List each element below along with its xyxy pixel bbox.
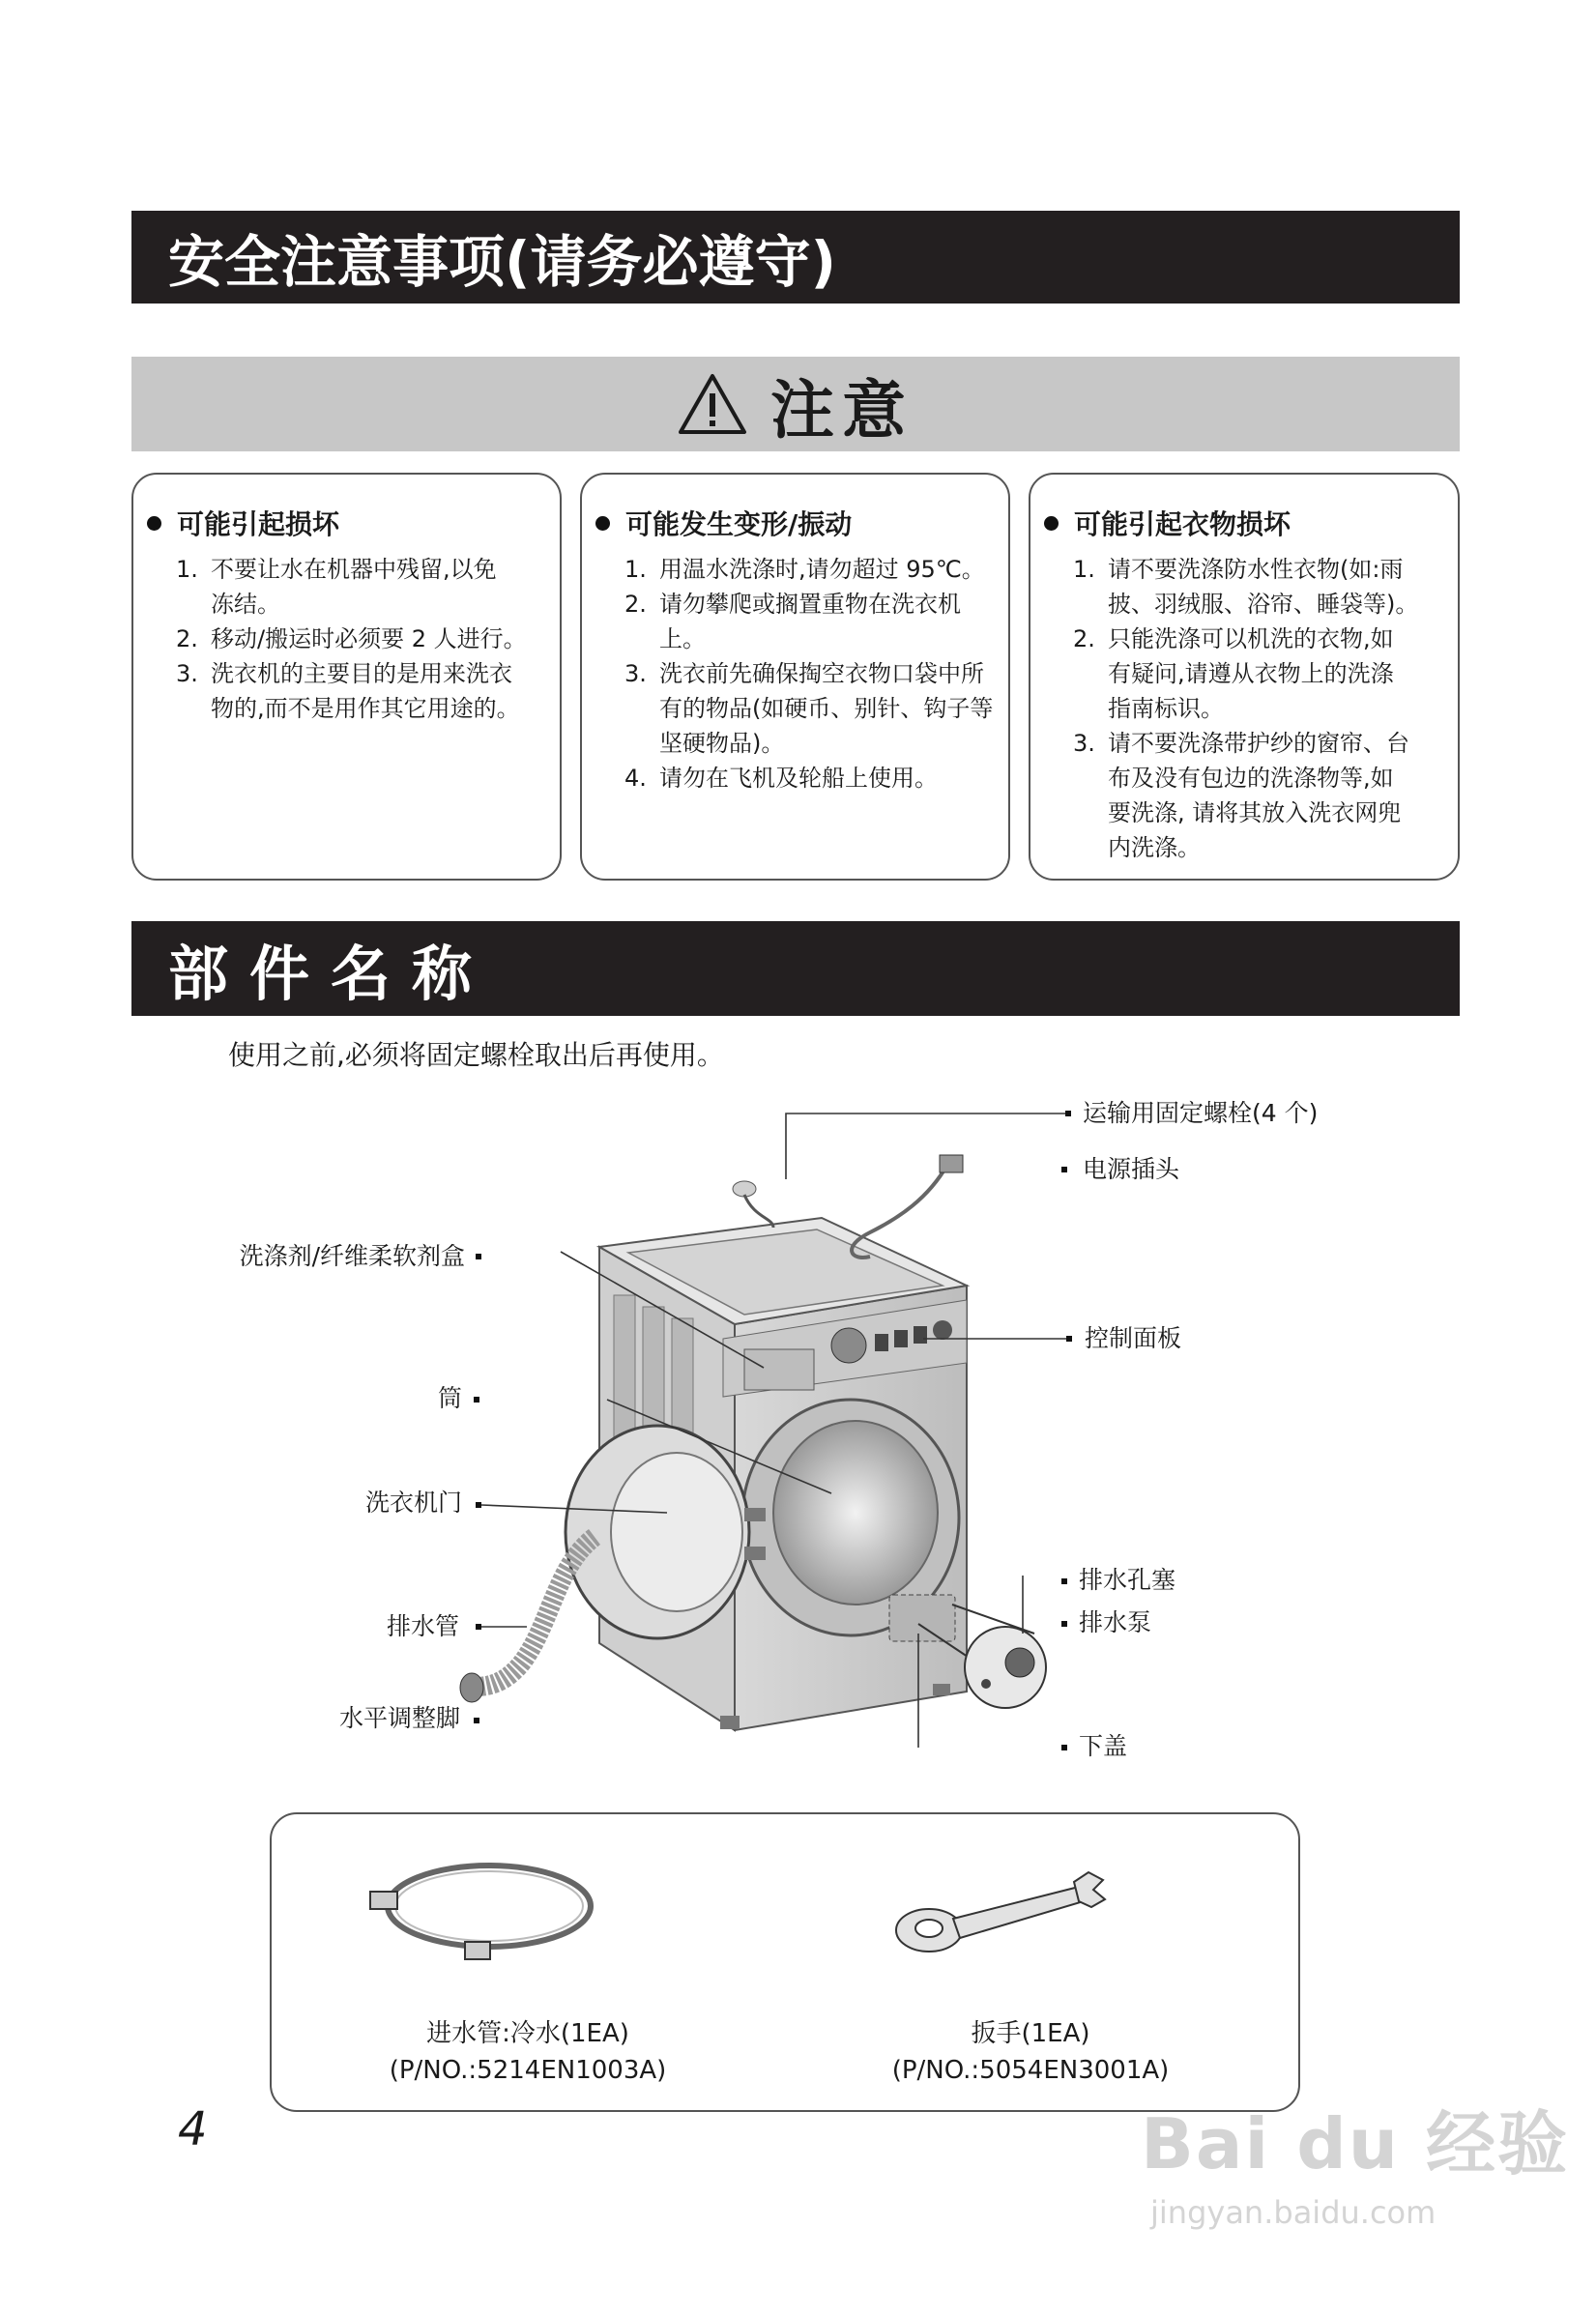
list-item: 3. 洗衣机的主要目的是用来洗衣 物的,而不是用作其它用途的。 <box>176 660 520 722</box>
label-drain-hose: 排水管 <box>386 1612 459 1640</box>
safety-section-title <box>131 211 1460 304</box>
caution-box-heading: 可能引起损坏 <box>147 504 546 542</box>
caution-box-clothes <box>1029 473 1460 881</box>
safety-title-text: 安全注意事项(请务必遵守) <box>168 229 837 295</box>
washing-machine-diagram <box>0 1063 1596 1798</box>
accessory-wrench: 扳手(1EA) (P/NO.:5054EN3001A) <box>891 2019 1170 2085</box>
bullet-icon <box>595 516 610 531</box>
parts-section-title <box>131 921 1460 1016</box>
drum <box>773 1421 938 1605</box>
list-item: 2. 移动/搬运时必须要 2 人进行。 <box>176 625 527 652</box>
page-number: 4 <box>178 2102 208 2156</box>
label-bolts: 运输用固定螺栓(4 个) <box>1083 1099 1319 1127</box>
watermark-logo: Bai du 经验 <box>1141 2103 1570 2184</box>
label-detergent-drawer: 洗涤剂/纤维柔软剂盒 <box>239 1242 465 1270</box>
accessory-inlet-hose: 进水管:冷水(1EA) (P/NO.:5214EN1003A) <box>389 2019 667 2085</box>
list-item: 3. 请不要洗涤带护纱的窗帘、台 布及没有包边的洗涤物等,如 要洗涤, 请将其放入洗衣网兜 内洗涤。 <box>1073 730 1409 861</box>
label-control-panel: 控制面板 <box>1085 1324 1182 1352</box>
caution-title: 注意 <box>770 372 914 448</box>
label-drain-pump: 排水泵 <box>1079 1608 1152 1636</box>
label-drain-plug: 排水孔塞 <box>1079 1566 1176 1594</box>
bullet-icon <box>1044 516 1059 531</box>
label-power-plug: 电源插头 <box>1083 1155 1180 1183</box>
detergent-drawer <box>744 1349 814 1390</box>
caution-box-deformation <box>580 473 1010 881</box>
caution-box-heading: 可能引起衣物损坏 <box>1044 504 1444 542</box>
inlet-hose-image <box>368 1853 600 1969</box>
wrench-image <box>890 1863 1113 1969</box>
caution-box-damage <box>131 473 562 881</box>
list-item: 2. 请勿攀爬或搁置重物在洗衣机 上。 <box>624 591 961 652</box>
label-leveling-foot: 水平调整脚 <box>338 1704 460 1732</box>
baidu-watermark <box>1141 2088 1569 2231</box>
list-item: 2. 只能洗涤可以机洗的衣物,如 有疑问,请遵从衣物上的洗涤 指南标识。 <box>1073 625 1394 722</box>
accessories-box <box>270 1812 1300 2112</box>
intro-note: 使用之前,必须将固定螺栓取出后再使用。 <box>228 1039 724 1071</box>
bullet-icon <box>147 516 161 531</box>
label-drum: 筒 <box>437 1384 462 1412</box>
list-item: 4. 请勿在飞机及轮船上使用。 <box>624 765 938 792</box>
machine-body <box>460 1218 967 1730</box>
parts-title-text: 部件名称 <box>168 938 494 1009</box>
list-item: 1. 用温水洗涤时,请勿超过 95℃。 <box>624 556 985 583</box>
caution-box-heading: 可能发生变形/振动 <box>595 504 995 542</box>
caution-banner <box>131 357 1460 451</box>
label-bottom-cover: 下盖 <box>1079 1732 1128 1760</box>
list-item: 1. 不要让水在机器中残留,以免 冻结。 <box>176 556 497 618</box>
label-door: 洗衣机门 <box>364 1489 462 1517</box>
list-item: 3. 洗衣前先确保掏空衣物口袋中所 有的物品(如硬币、别针、钩子等 坚硬物品)。 <box>624 660 994 757</box>
list-item: 1. 请不要洗涤防水性衣物(如:雨 披、羽绒服、浴帘、睡袋等)。 <box>1073 556 1419 618</box>
watermark-url: jingyan.baidu.com <box>1150 2194 1436 2231</box>
warning-triangle-icon <box>678 372 747 436</box>
